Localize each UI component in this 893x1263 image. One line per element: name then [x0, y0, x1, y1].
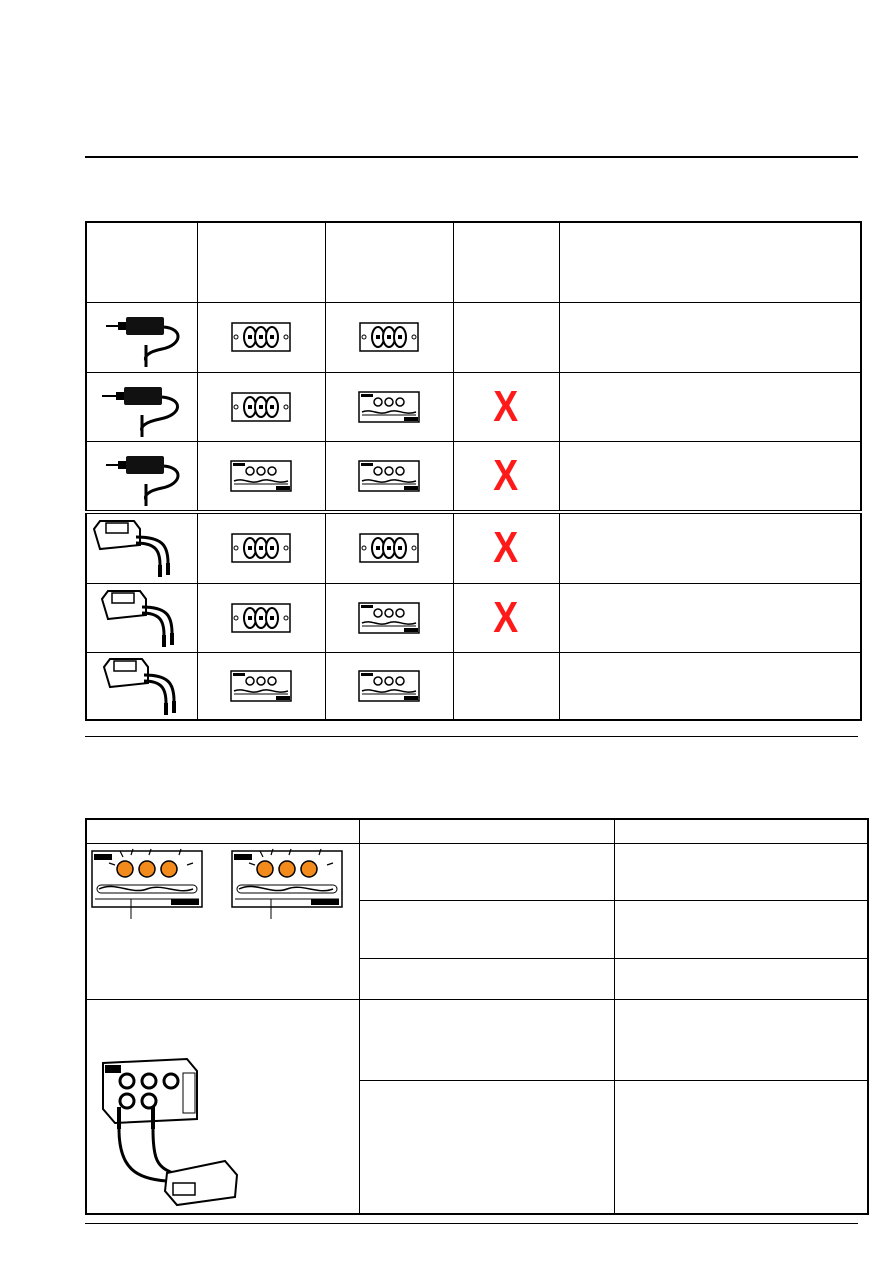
tester-cell: [86, 302, 197, 372]
basic-plug-icon: [359, 533, 419, 563]
detection-plug-icon: [358, 670, 420, 702]
mark-cell: [453, 512, 559, 583]
note-cell: [559, 583, 861, 652]
plug-a-cell: [197, 652, 325, 720]
diag-cell: [614, 1080, 868, 1214]
plug-a-cell: [197, 583, 325, 652]
mark-cell: [453, 302, 559, 372]
plug-and-tester-illustration: [97, 1049, 257, 1209]
box-tester-icon: [92, 653, 192, 719]
plug-a-cell: [197, 512, 325, 583]
incompatible-mark: X: [493, 592, 519, 642]
mark-cell: [453, 441, 559, 512]
plug-a-cell: [197, 441, 325, 512]
tester-cell: [86, 583, 197, 652]
plug-b-cell: [325, 372, 453, 441]
detection-plug-icon: [230, 670, 292, 702]
diag-cell: [359, 958, 614, 999]
mark-cell: [453, 372, 559, 441]
table-header-row: [86, 819, 868, 843]
table-row: [86, 843, 868, 900]
box-tester-icon: [92, 585, 192, 651]
mark-cell: [453, 583, 559, 652]
detection-plug-icon: [358, 602, 420, 634]
detection-plug-icon: [358, 391, 420, 423]
diagnostic-table: [85, 818, 869, 1215]
diag-cell: [359, 900, 614, 958]
coil-tester-icon: [92, 305, 192, 369]
header-cell: [359, 819, 614, 843]
bottom-rule: [85, 1223, 858, 1224]
header-cell: [559, 222, 861, 302]
note-cell: [559, 441, 861, 512]
tester-cell: [86, 652, 197, 720]
incompatible-mark: X: [493, 450, 519, 500]
table-row: [86, 372, 861, 441]
basic-plug-icon: [231, 392, 291, 422]
diag-cell: [359, 999, 614, 1080]
coil-tester-icon: [92, 375, 192, 439]
middle-rule: [85, 736, 858, 737]
note-cell: [559, 652, 861, 720]
compatibility-table: [85, 221, 862, 721]
led-figure-cell: [86, 843, 359, 999]
device-figure-cell: [86, 999, 359, 1214]
led-panel-illustration: [87, 847, 357, 947]
table-row: [86, 999, 868, 1080]
box-tester-icon: [92, 515, 192, 581]
plug-b-cell: [325, 302, 453, 372]
note-cell: [559, 302, 861, 372]
diag-cell: [614, 900, 868, 958]
basic-plug-icon: [231, 603, 291, 633]
plug-b-cell: [325, 652, 453, 720]
plug-b-cell: [325, 512, 453, 583]
note-cell: [559, 512, 861, 583]
table-row: [86, 302, 861, 372]
detection-plug-icon: [358, 460, 420, 492]
header-cell: [614, 819, 868, 843]
header-cell: [86, 819, 359, 843]
basic-plug-icon: [231, 533, 291, 563]
top-rule: [85, 156, 858, 158]
diag-cell: [614, 843, 868, 900]
header-cell: [197, 222, 325, 302]
tester-cell: [86, 441, 197, 512]
table-row: [86, 512, 861, 583]
table-row: [86, 652, 861, 720]
header-cell: [453, 222, 559, 302]
note-cell: [559, 372, 861, 441]
detection-plug-icon: [230, 460, 292, 492]
header-cell: [86, 222, 197, 302]
basic-plug-icon: [359, 322, 419, 352]
mark-cell: [453, 652, 559, 720]
plug-b-cell: [325, 583, 453, 652]
table-row: [86, 583, 861, 652]
tester-cell: [86, 372, 197, 441]
plug-a-cell: [197, 302, 325, 372]
diag-cell: [359, 1080, 614, 1214]
basic-plug-icon: [231, 322, 291, 352]
diag-cell: [614, 958, 868, 999]
tester-cell: [86, 512, 197, 583]
incompatible-mark: X: [493, 381, 519, 431]
plug-b-cell: [325, 441, 453, 512]
incompatible-mark: X: [493, 523, 519, 573]
coil-tester-icon: [92, 444, 192, 508]
diag-cell: [359, 843, 614, 900]
diag-cell: [614, 999, 868, 1080]
header-cell: [325, 222, 453, 302]
table-row: [86, 441, 861, 512]
table-header-row: [86, 222, 861, 302]
plug-a-cell: [197, 372, 325, 441]
